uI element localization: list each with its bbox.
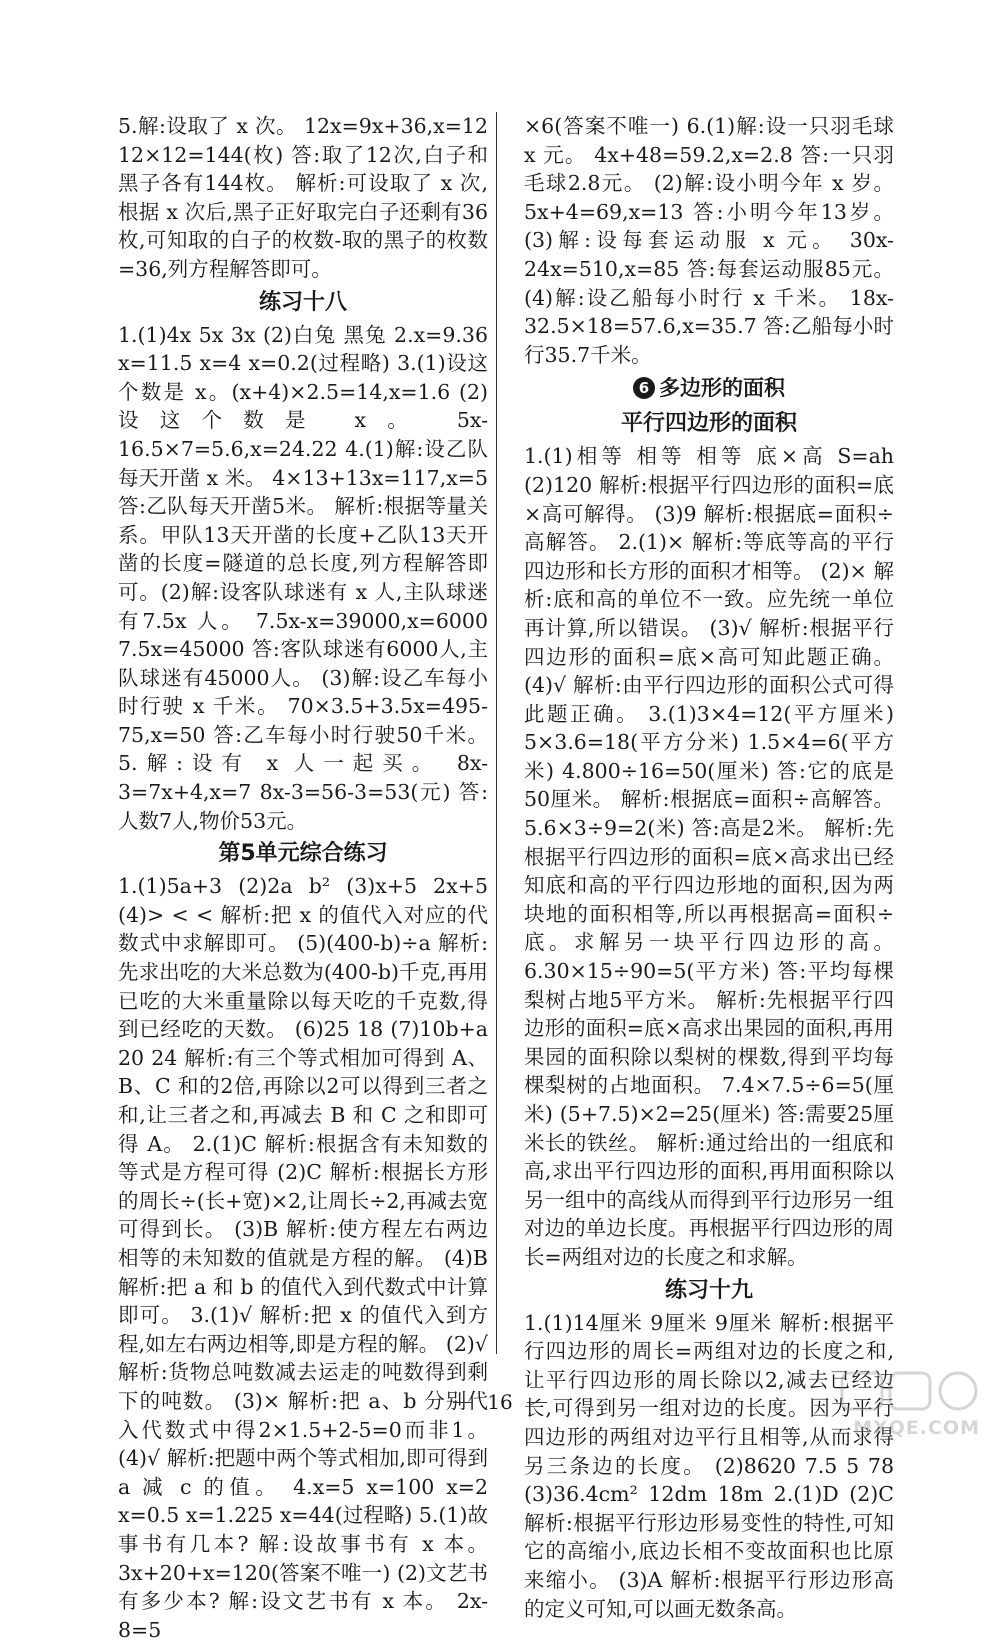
watermark-url: MXQE.COM — [853, 1417, 980, 1439]
answer-paragraph: 1.(1)相等 相等 相等 底×高 S=ah (2)120 解析:根据平行四边形的面积=底×高可解得。 (3)9 解析:根据底=面积÷高解答。 2.(1)× 解析:等底等高的平行四边形和长方形的面积才相等。 (2)× 解析:底和高的单位不一致。应先统一单位再计算,所以错误。 (3)√ 解析:根据平行四边形的面积=底×高可知此题正确。 (4)√ 解析:由平行四边形的面积公式可得此题正确。 3.(1)3×4=12(平方厘米) 5×3.6=18(平方分米) 1.5×4=6(平方米) 4.800÷16=50(厘米) 答:它的底是50厘米。 解析:根据底=面积÷高解答。 5.6×3÷9=2(米) 答:高是2米。 解析:先根据平行四边形的面积=底×高求出已经知底和高的平行四边形地的面积,因为两块地的面积相等,所以再根据高=面积÷底。求解另一块平行四边形的高。 6.30×15÷90=5(平方米) 答:平均每棵梨树占地5平方米。 解析:先根据平行四边形的面积=底×高求出果园的面积,再用果园的面积除以梨树的棵数,得到平均每棵梨树的占地面积。 7.4×7.5÷6=5(厘米) (5+7.5)×2=25(厘米) 答:需要25厘米长的铁丝。 解析:通过给出的一组底和高,求出平行四边形的面积,再用面积除以另一组中的高线从而得到平行边形另一组对边的单边长度。再根据平行四边形的周长=两组对边的长度之和求解。 — [524, 444, 894, 1269]
dash-right — [527, 1402, 547, 1403]
unit-number-badge: 6 — [633, 377, 655, 399]
dash-left — [453, 1402, 473, 1403]
section-title: 练习十九 — [664, 1277, 753, 1303]
left-column — [118, 112, 488, 1644]
column-divider — [496, 112, 497, 1354]
unit-heading — [524, 371, 894, 405]
section-title: 平行四边形的面积 — [620, 411, 797, 437]
answer-paragraph: 1.(1)14厘米 9厘米 9厘米 解析:根据平行四边形的周长=两组对边的长度之和,让平行四边形的周长除以2,减去已经边长,可得到另一组对边的长度。因为平行四边形的两组对边平行且相等,从而求得另三条边的长度。 (2)8620 7.5 5 78 (3)36.4cm² 12dm 18m 2.(1)D (2)C 解析:根据平行形边形易变性的特性,可知它的高缩小,底边长相不变故面积也比原来缩小。 (3)A 解析:根据平行形边形高的定义可知,可以画无数条高。 — [524, 1310, 894, 1621]
answer-paragraph: 5.解:设取了 x 次。 12x=9x+36,x=12 12×12=144(枚) 答:取了12次,白子和黑子各有144枚。 解析:可设取了 x 次,根据 x 次后,黑子正好取完白子还剩有36枚,可知取的白子的枚数-取的黑子的枚数=36,列方程解答即可。 — [118, 114, 488, 281]
watermark — [820, 1369, 980, 1439]
answer-paragraph: 1.(1)4x 5x 3x (2)白兔 黑兔 2.x=9.36 x=11.5 x=4 x=0.2(过程略) 3.(1)设这个数是 x。(x+4)×2.5=14,x=1.6 (2)设这个数是 x。 5x-16.5×7=5.6,x=24.22 4.(1)解:设乙队每天开凿 x 米。 4×13+13x=117,x=5 答:乙队每天开凿5米。 解析:根据等量关系。甲队13天开凿的长度+乙队13天开凿的长度=隧道的总长度,列方程解答即可。(2)解:设客队球迷有 x 人,主队球迷有7.5x 人。 7.5x-x=39000,x=6000 7.5x=45000 答:客队球迷有6000人,主队球迷有45000人。 (3)解:设乙车每小时行驶 x 千米。 70×3.5+3.5x=495-75,x=50 答:乙车每小时行驶50千米。 5.解:设有 x 人一起买。 8x-3=7x+4,x=7 8x-3=56-3=53(元) 答:人数7人,物价53元。 — [118, 322, 488, 833]
watermark-logo-icon — [840, 1369, 980, 1413]
section-title: 第5单元综合练习 — [218, 841, 388, 867]
section-title: 练习十八 — [258, 289, 347, 315]
answer-paragraph: 1.(1)5a+3 (2)2a b² (3)x+5 2x+5 (4)> < < 解析:把 x 的值代入对应的代数式中求解即可。 (5)(400-b)÷a 解析:先求出吃的大米总数为(400-b)千克,再用已吃的大米重量除以每天吃的千克数,得到已经吃的天数。 (6)25 18 (7)10b+a 20 24 解析:有三个等式相加可得到 A、B、C 和的2倍,再除以2可以得到三者之和,让三者之和,再减去 B 和 C 之和即可得 A。 2.(1)C 解析:根据含有未知数的等式是方程可得 (2)C 解析:根据长方形的周长÷(长+宽)×2,让周长÷2,再减去宽可得到长。 (3)B 解析:使方程左右两边相等的未知数的值就是方程的解。 (4)B 解析:把 a 和 b 的值代入到代数式中计算即可。 3.(1)√ 解析:把 x 的值代入到方程,如左右两边相等,即是方程的解。 (2)√ 解析:货物总吨数减去运走的吨数得到剩下的吨数。 (3)× 解析:把 a、b 分别代入代数式中得2×1.5+2-5=0而非1。 (4)√ 解析:把题中两个等式相加,即可得到 a 减 c 的值。 4.x=5 x=100 x=2 x=0.5 x=1.225 x=44(过程略) 5.(1)故事书有几本? 解:设故事书有 x 本。 3x+20+x=120(答案不唯一) (2)文艺书有多少本? 解:设文艺书有 x 本。 2x-8=5 — [118, 874, 488, 1642]
page-number-text: 16 — [487, 1390, 513, 1414]
answer-paragraph: ×6(答案不唯一) 6.(1)解:设一只羽毛球 x 元。 4x+48=59.2,x=2.8 答:一只羽毛球2.8元。 (2)解:设小明今年 x 岁。 5x+4=69,x=13 答:小明今年13岁。 (3)解:设每套运动服 x 元。 30x-24x=510,x=85 答:每套运动服85元。 (4)解:设乙船每小时行 x 千米。 18x-32.5×18=57.6,x=35.7 答:乙船每小时行35.7千米。 — [524, 114, 894, 367]
unit-title: 多边形的面积 — [659, 376, 785, 401]
